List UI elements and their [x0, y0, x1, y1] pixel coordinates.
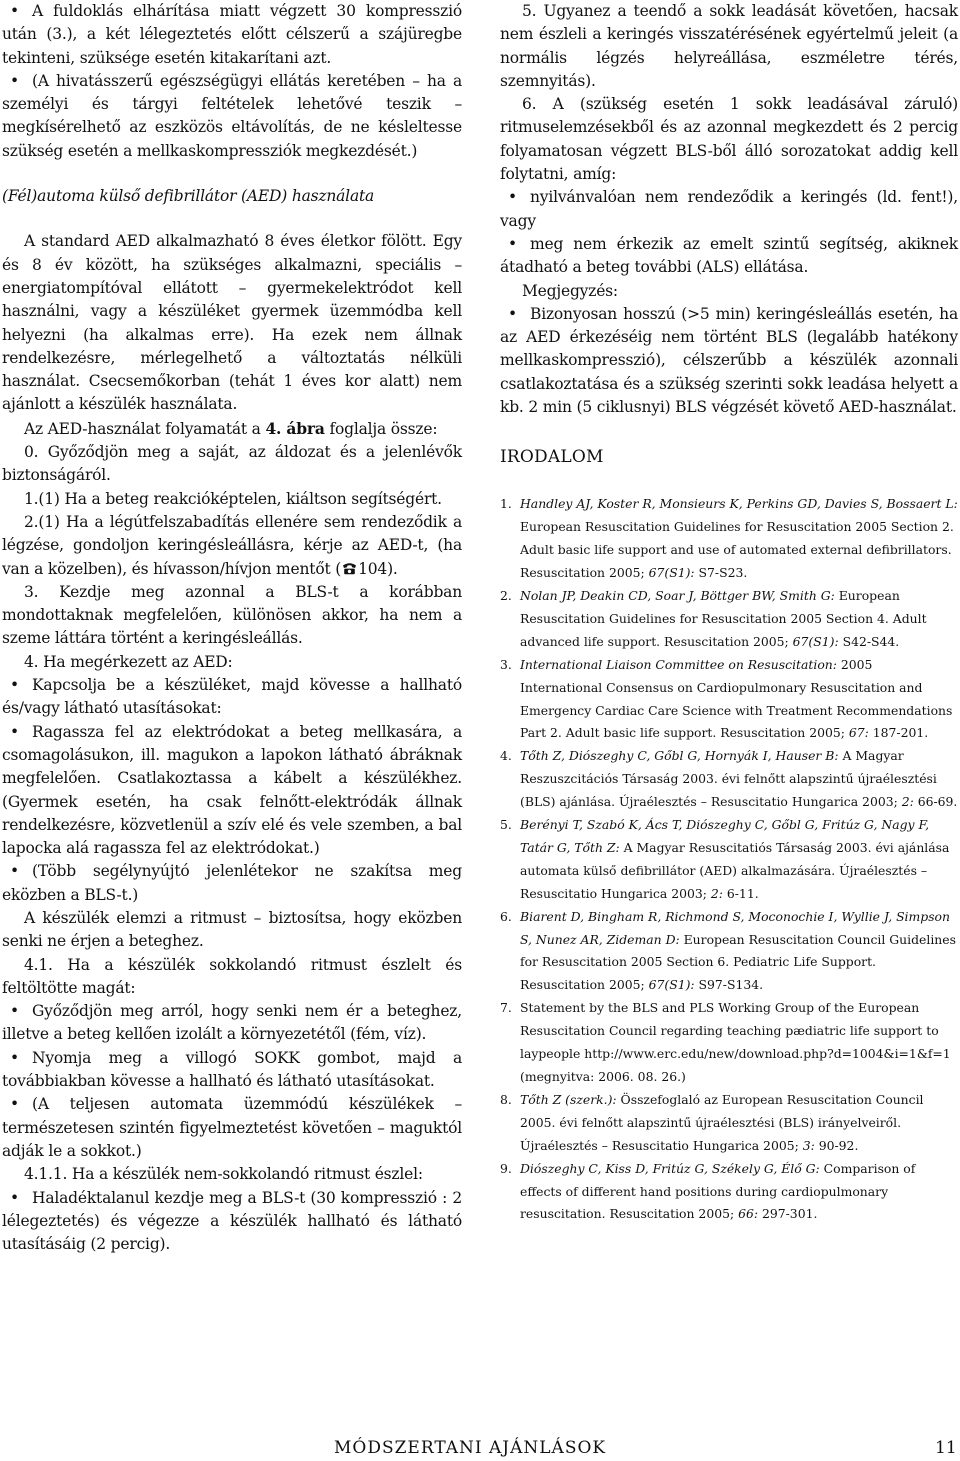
- reference-number: 7.: [500, 1000, 512, 1016]
- paragraph: 2.(1) Ha a légútfelszabadítás ellenére sem rendeződik a légzése, gondoljon keringésleállásra, kérje az AED-t, (ha van a közelben), és hívasson/hívjon mentőt ( 104).: [2, 512, 462, 578]
- reference-body: European Resuscitation Guidelines for Resuscitation 2005 Section 4. Adult advanced life support. Resuscitation 2005;: [520, 587, 927, 649]
- reference-authors: Tőth Z, Diószeghy C, Gőbl G, Hornyák I, Hauser B:: [520, 748, 839, 764]
- reference-item: [500, 493, 958, 585]
- bullet-item: • nyilvánvalóan nem rendeződik a keringés (ld. fent!), vagy: [500, 188, 958, 230]
- bullet-icon: •: [10, 1188, 19, 1207]
- reference-number: 5.: [500, 817, 512, 833]
- paragraph: 0. Győződjön meg a saját, az áldozat és a jelenlévők biztonságáról.: [2, 443, 462, 485]
- reference-text: [520, 814, 958, 906]
- reference-pages: S97-S134.: [694, 977, 764, 993]
- paragraph: Az AED-használat folyamatát a 4. ábra foglalja össze:: [24, 418, 438, 438]
- reference-body: Statement by the BLS and PLS Working Group of the European Resuscitation Council regarding teaching pædiatric life support to laypeople http://www.erc.edu/new/download.php?d=1004&i=1&f=1 (megnyitva: 2006. 08. 26.): [520, 1000, 951, 1084]
- reference-number: 1.: [500, 496, 512, 512]
- note-label: Megjegyzés:: [522, 281, 618, 300]
- reference-item: [500, 745, 958, 814]
- paragraph: 4. Ha megérkezett az AED:: [24, 652, 233, 671]
- reference-item: [500, 585, 958, 654]
- bullet-icon: •: [10, 722, 19, 741]
- reference-text: [520, 1158, 958, 1227]
- reference-number: 8.: [500, 1091, 512, 1107]
- reference-item: [500, 1089, 958, 1158]
- reference-volume: 67:: [848, 725, 869, 741]
- reference-item: [500, 997, 958, 1089]
- figure-reference: 4. ábra: [265, 418, 325, 438]
- page-number: 11: [935, 1438, 957, 1458]
- bullet-item: • (Több segélynyújtó jelenlétekor ne szakítsa meg eközben a BLS-t.): [2, 862, 462, 904]
- reference-pages: 297-301.: [758, 1206, 818, 1222]
- reference-authors: Handley AJ, Koster R, Monsieurs K, Perkins GD, Davies S, Bossaert L:: [520, 496, 958, 512]
- reference-pages: S7-S23.: [694, 565, 748, 581]
- reference-volume: 67(S1):: [648, 565, 695, 581]
- reference-list: [500, 493, 958, 1226]
- reference-text: [520, 997, 958, 1089]
- references-heading: IRODALOM: [500, 447, 604, 468]
- reference-body: A Magyar Reszuszcitációs Társaság 2003. évi felnőtt alapszintű újraélesztési (BLS) ajánlása. Újraélesztés – Resuscitatio Hungarica 2003;: [520, 748, 937, 810]
- reference-number: 3.: [500, 656, 512, 672]
- reference-number: 2.: [500, 587, 512, 603]
- reference-number: 4.: [500, 748, 512, 764]
- paragraph: A standard AED alkalmazható 8 éves életkor fölött. Egy és 8 év között, ha szükséges alkalmazni, speciális – energiatompítóval ellátott – gyermekelektródot kell használni, vagy a készüléket gyermek üzemmódba kell helyezni (ha alkalmas erre). Ha ezek nem állnak rendelkezésre, mérlegelhető a változtatás nélküli használat. Csecsemőkorban (tehát 1 éves kor alatt) nem ajánlott a készülék használata.: [2, 232, 462, 414]
- bullet-item: • Győződjön meg arról, hogy senki nem ér a beteghez, illetve a beteg kellően izolált a környezetétől (fém, víz).: [2, 1002, 462, 1044]
- phone-icon: [341, 562, 358, 575]
- reference-number: 9.: [500, 1160, 512, 1176]
- paragraph: A készülék elemzi a ritmust – biztosítsa, hogy eközben senki ne érjen a beteghez.: [2, 908, 462, 951]
- section-heading: (Fél)automa külső defibrillátor (AED) használata: [2, 187, 375, 206]
- reference-item: [500, 654, 958, 746]
- bullet-icon: •: [508, 234, 517, 253]
- paragraph: 1.(1) Ha a beteg reakcióképtelen, kiáltson segítségért.: [24, 489, 442, 508]
- left-column: [2, 0, 462, 1256]
- paragraph: 5. Ugyanez a teendő a sokk leadását követően, hacsak nem észleli a keringés visszatérésének egyértelmű jeleit (a normális légzés helyreállása, eszméletre térés, szemnyitás).: [500, 2, 958, 90]
- reference-authors: Diószeghy C, Kiss D, Fritúz G, Székely G, Élő G:: [520, 1160, 820, 1176]
- reference-text: [520, 745, 958, 814]
- bullet-item: • A fuldoklás elhárítása miatt végzett 30 kompresszió után (3.), a két lélegeztetés előtt célszerű a szájüregbe tekinteni, szüksége esetén kitakarítani azt.: [2, 2, 462, 67]
- bullet-item: • meg nem érkezik az emelt szintű segítség, akiknek átadható a beteg további (ALS) ellátása.: [500, 234, 958, 277]
- right-column: [500, 0, 958, 1226]
- bullet-item: • Nyomja meg a villogó SOKK gombot, majd a továbbiakban kövesse a hallható és látható utasításokat.: [2, 1048, 462, 1091]
- reference-authors: International Liaison Committee on Resuscitation:: [520, 656, 837, 672]
- reference-item: [500, 906, 958, 998]
- reference-item: [500, 814, 958, 906]
- bullet-icon: •: [10, 676, 19, 695]
- bullet-icon: •: [10, 1002, 19, 1021]
- reference-body: European Resuscitation Guidelines for Resuscitation 2005 Section 2. Adult basic life support and use of automated external defibrillators. Resuscitation 2005;: [520, 519, 954, 581]
- reference-text: [520, 585, 958, 654]
- bullet-item: • (A hivatásszerű egészségügyi ellátás keretében – ha a személyi és tárgyi feltételek lehetővé teszik – megkísérelhető az eszközös eltávolítás, de ne késleltesse szükség esetén a mellkaskompressziók megkezdését.): [2, 71, 462, 160]
- bullet-item: • Ragassza fel az elektródokat a beteg mellkasára, a csomagolásukon, ill. magukon a lapokon látható ábráknak megfelelően. Csatlakoztassa a kábelt a készülékhez. (Gyermek esetén, ha csak felnőtt-elektródák állnak rendelkezésre, közvetlenül a szív elé és vele szemben, a bal lapocka alá ragassza fel az elektródokat.): [2, 722, 462, 858]
- reference-body: European Resuscitation Council Guidelines for Resuscitation 2005 Section 6. Pediatric Life Support. Resuscitation 2005;: [520, 931, 956, 993]
- bullet-icon: •: [10, 1048, 19, 1067]
- bullet-icon: •: [10, 2, 19, 20]
- paragraph: 6. A (szükség esetén 1 sokk leadásával záruló) ritmuselemzésekből és az azonnal megkezdett és 2 percig folyamatosan végzett BLS-ből álló sorozatokat addig kell folytatni, amíg:: [500, 95, 958, 184]
- reference-text: [520, 654, 958, 746]
- paragraph: 4.1.1. Ha a készülék nem-sokkolandó ritmust észlel:: [24, 1165, 423, 1184]
- reference-volume: 67(S1):: [648, 977, 695, 993]
- bullet-icon: •: [10, 862, 19, 881]
- bullet-icon: •: [508, 304, 517, 323]
- reference-body: 2005 International Consensus on Cardiopulmonary Resuscitation and Emergency Cardiac Care Science with Treatment Recommendations Part 2. Adult basic life support. Resuscitation 2005;: [520, 656, 953, 741]
- reference-text: [520, 1089, 958, 1158]
- reference-pages: 90-92.: [814, 1137, 859, 1153]
- bullet-item: • (A teljesen automata üzemmódú készülékek – természetesen szintén figyelmeztetést követően – maguktól adják le a sokkot.): [2, 1095, 462, 1160]
- reference-volume: 2:: [901, 794, 914, 810]
- reference-body: Összefoglaló az European Resuscitation Council 2005. évi felnőtt alapszintű újraélesztési (BLS) irányelveiről. Újraélesztés – Resuscitatio Hungarica 2005;: [520, 1091, 924, 1153]
- reference-number: 6.: [500, 908, 512, 924]
- reference-body: A Magyar Resuscitatiós Társaság 2003. évi ajánlása automata külső defibrillátor (AED) alkalmazására. Újraélesztés – Resuscitatio Hungarica 2003;: [520, 839, 950, 901]
- reference-pages: 66-69.: [913, 794, 958, 810]
- bullet-icon: •: [10, 1095, 19, 1114]
- reference-volume: 66:: [738, 1206, 759, 1222]
- reference-volume: 3:: [802, 1137, 815, 1153]
- reference-authors: Biarent D, Bingham R, Richmond S, Moconochie I, Wyllie J, Simpson S, Nunez AR, Zideman D:: [520, 908, 950, 947]
- paragraph: 4.1. Ha a készülék sokkolandó ritmust észlelt és feltöltötte magát:: [2, 955, 462, 997]
- reference-volume: 2:: [710, 885, 723, 901]
- bullet-item: • Bizonyosan hosszú (>5 min) keringésleállás esetén, ha az AED érkezéséig nem történt BLS (legalább hatékony mellkaskompresszió), célszerűbb a készülék azonnali csatlakoztatása és a szükség szerinti sokk leadása helyett a kb. 2 min (5 ciklusnyi) BLS végzését követő AED-használat.: [500, 304, 958, 417]
- paragraph: 3. Kezdje meg azonnal a BLS-t a korábban mondottaknak megfelelően, különösen akkor, ha nem a szeme láttára történt a keringésleállás.: [2, 582, 462, 648]
- reference-pages: 187-201.: [868, 725, 929, 741]
- bullet-item: • Haladéktalanul kezdje meg a BLS-t (30 kompresszió : 2 lélegeztetés) és végezze a készülék hallható és látható utasításáig (2 percig).: [2, 1188, 462, 1254]
- bullet-icon: •: [10, 71, 19, 90]
- reference-authors: Nolan JP, Deakin CD, Soar J, Böttger BW, Smith G:: [520, 587, 835, 603]
- bullet-icon: •: [508, 188, 517, 207]
- right-body: [500, 0, 958, 419]
- reference-pages: 6-11.: [722, 885, 759, 901]
- bullet-item: • Kapcsolja be a készüléket, majd kövesse a hallható és/vagy látható utasításokat:: [2, 676, 462, 718]
- reference-item: [500, 1158, 958, 1227]
- reference-body: Comparison of effects of different hand positions during cardiopulmonary resuscitation. Resuscitation 2005;: [520, 1160, 916, 1222]
- reference-volume: 67(S1):: [792, 633, 839, 649]
- reference-pages: S42-S44.: [838, 633, 900, 649]
- footer-title: MÓDSZERTANI AJÁNLÁSOK: [334, 1438, 607, 1458]
- reference-text: [520, 493, 958, 585]
- reference-text: [520, 906, 958, 998]
- reference-authors: Tőth Z (szerk.):: [520, 1091, 617, 1107]
- reference-authors: Berényi T, Szabó K, Ács T, Diószeghy C, Gőbl G, Fritúz G, Nagy F, Tatár G, Tőth Z:: [520, 817, 930, 855]
